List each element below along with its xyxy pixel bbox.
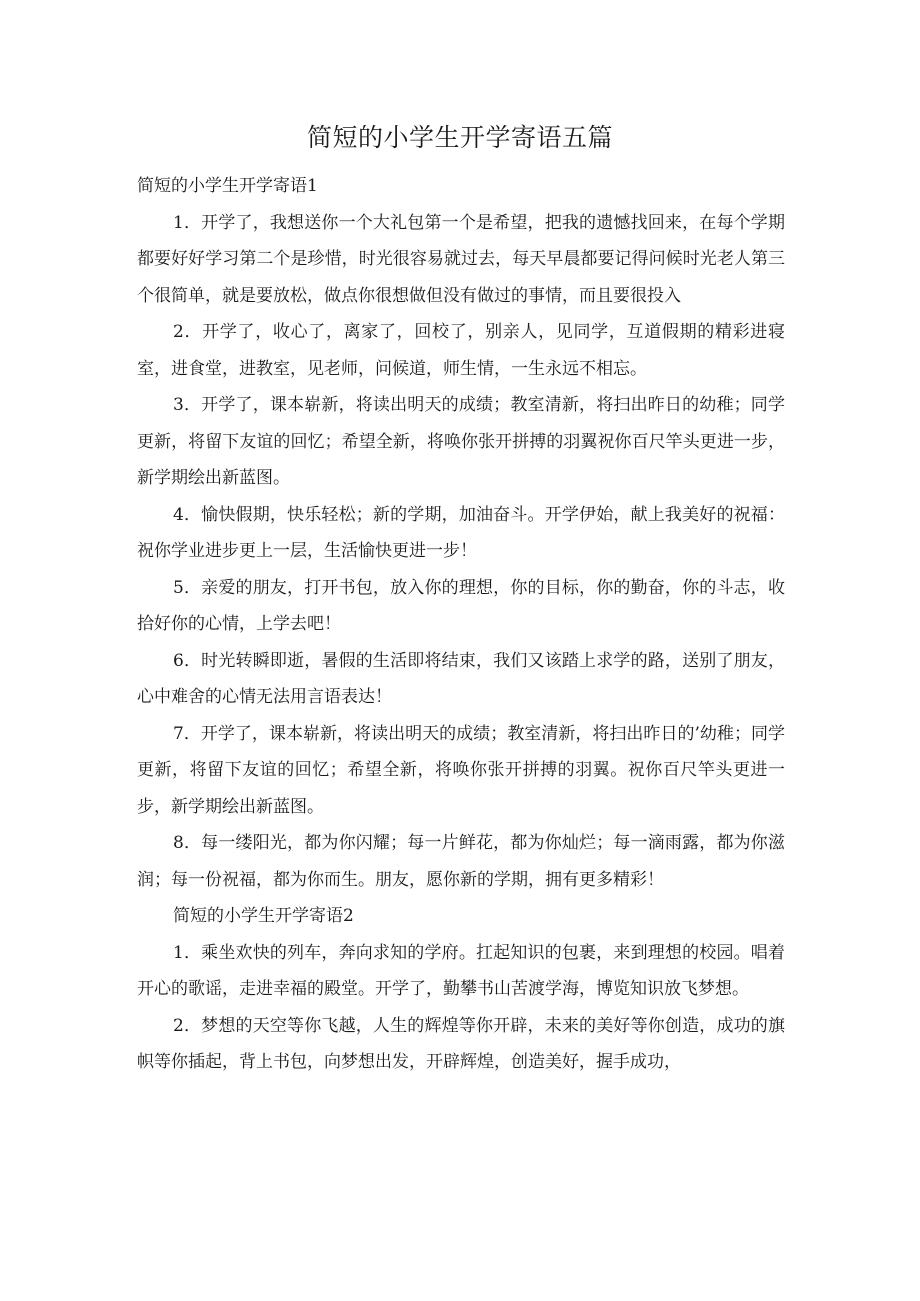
paragraph: 8．每一缕阳光，都为你闪耀；每一片鲜花，都为你灿烂；每一滴雨露，都为你滋润；每一份祝福，都为你而生。朋友，愿你新的学期，拥有更多精彩！ xyxy=(137,833,785,890)
paragraph: 2．开学了，收心了，离家了，回校了，别亲人，见同学，互道假期的精彩进寝室，进食堂，进教室，见老师，问候道，师生情，一生永远不相忘。 xyxy=(137,322,785,379)
section-heading-2: 简短的小学生开学寄语2 xyxy=(173,906,354,926)
paragraph: 1．开学了，我想送你一个大礼包第一个是希望，把我的遗憾找回来，在每个学期都要好好学习第二个是珍惜，时光很容易就过去，每天早晨都要记得问候时光老人第三个很简单，就是要放松，做点你很想做但没有做过的事情，而且要很投入 xyxy=(137,212,785,306)
document-title: 简短的小学生开学寄语五篇 xyxy=(306,123,613,152)
document-body xyxy=(137,168,785,1081)
paragraph: 5．亲爱的朋友，打开书包，放入你的理想，你的目标，你的勤奋，你的斗志，收拾好你的心情，上学去吧！ xyxy=(137,577,785,634)
paragraph: 1．乘坐欢快的列车，奔向求知的学府。扛起知识的包裹，来到理想的校园。唱着开心的歌谣，走进幸福的殿堂。开学了，勤攀书山苦渡学海，博览知识放飞梦想。 xyxy=(137,942,785,999)
paragraph: 4．愉快假期，快乐轻松；新的学期，加油奋斗。开学伊始，献上我美好的祝福：祝你学业进步更上一层，生活愉快更进一步！ xyxy=(137,504,785,561)
paragraph: 2．梦想的天空等你飞越，人生的辉煌等你开辟，未来的美好等你创造，成功的旗帜等你插起，背上书包，向梦想出发，开辟辉煌，创造美好，握手成功， xyxy=(137,1015,785,1072)
paragraph: 7．开学了，课本崭新，将读出明天的成绩；教室清新，将扫出昨日的’幼稚；同学更新，将留下友谊的回忆；希望全新，将唤你张开拼搏的羽翼。祝你百尺竿头更进一步，新学期绘出新蓝图。 xyxy=(137,723,785,817)
paragraph: 3．开学了，课本崭新，将读出明天的成绩；教室清新，将扫出昨日的幼稚；同学更新，将留下友谊的回忆；希望全新，将唤你张开拼搏的羽翼祝你百尺竿头更进一步，新学期绘出新蓝图。 xyxy=(137,395,785,488)
section-heading-1: 简短的小学生开学寄语1 xyxy=(137,176,318,196)
paragraph: 6．时光转瞬即逝，暑假的生活即将结束，我们又该踏上求学的路，送别了朋友，心中难舍的心情无法用言语表达！ xyxy=(137,650,785,707)
